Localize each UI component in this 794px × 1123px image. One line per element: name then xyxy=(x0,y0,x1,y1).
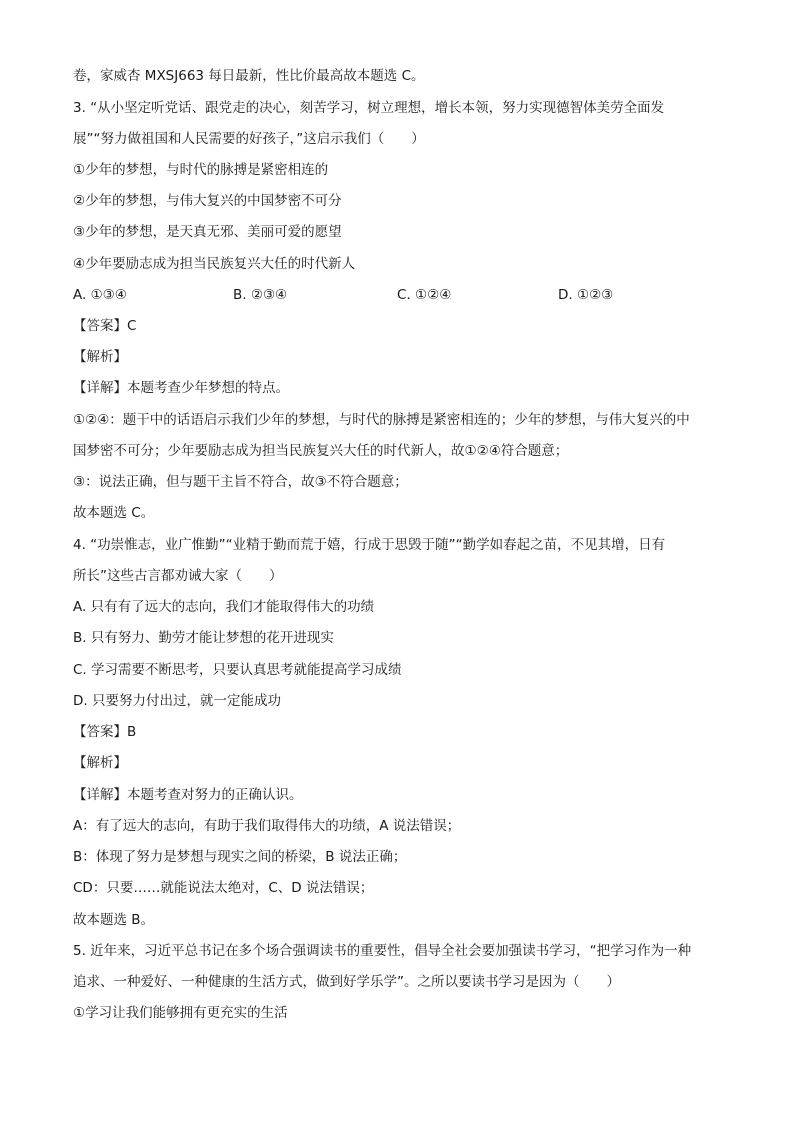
option-d: D. ①②③ xyxy=(558,287,614,303)
option-d: D. 只要努力付出过，就一定能成功 xyxy=(73,693,281,709)
option-b: B. ②③④ xyxy=(233,287,288,303)
question-4-stem: 4. “功崇惟志，业广惟勤”“业精于勤而荒于嬉，行成于思毁于随”“勤学如春起之苗，不见其增，日有 xyxy=(73,537,666,553)
detail-text: CD：只要……就能说法太绝对，C、D 说法错误； xyxy=(73,880,374,896)
detail-text: 【详解】本题考查对努力的正确认识。 xyxy=(73,787,303,803)
question-3-stem: 3. “从小坚定听党话、跟党走的决心，刻苦学习，树立理想，增长本领，努力实现德智体美劳全面发 xyxy=(73,100,665,116)
question-4-stem: 所长”这些古言都劝诫大家（ ） xyxy=(73,568,283,584)
option-c: C. ①②④ xyxy=(397,287,452,303)
answer-label: 【答案】B xyxy=(73,724,137,740)
option-b: B. 只有努力、勤劳才能让梦想的花开进现实 xyxy=(73,630,334,646)
answer-label: 【答案】C xyxy=(73,318,137,334)
option-c: C. 学习需要不断思考，只要认真思考就能提高学习成绩 xyxy=(73,662,402,678)
option-a: A. ①③④ xyxy=(73,287,127,303)
detail-text: B：体现了努力是梦想与现实之间的桥梁，B 说法正确； xyxy=(73,849,407,865)
conclusion-text: 故本题选 C。 xyxy=(73,505,155,521)
conclusion-text: 故本题选 B。 xyxy=(73,912,155,928)
question-5-stem: 追求、一种爱好、一种健康的生活方式，做到好学乐学”。之所以要读书学习是因为（ ） xyxy=(73,974,620,990)
analysis-label: 【解析】 xyxy=(73,349,127,365)
detail-text: ③：说法正确，但与题干主旨不符合，故③不符合题意； xyxy=(73,474,408,490)
detail-text: 国梦密不可分；少年要励志成为担当民族复兴大任的时代新人，故①②④符合题意； xyxy=(73,443,569,459)
statement-2: ②少年的梦想，与伟大复兴的中国梦密不可分 xyxy=(73,193,342,209)
statement-3: ③少年的梦想，是天真无邪、美丽可爱的愿望 xyxy=(73,224,342,240)
analysis-label: 【解析】 xyxy=(73,755,127,771)
question-5-stem: 5. 近年来，习近平总书记在多个场合强调读书的重要性，倡导全社会要加强读书学习，“把学习作为一种 xyxy=(73,943,692,959)
statement-1: ①少年的梦想，与时代的脉搏是紧密相连的 xyxy=(73,162,329,178)
option-a: A. 只有有了远大的志向，我们才能取得伟大的功绩 xyxy=(73,599,375,615)
text-line: 卷，家威杏 MXSJ663 每日最新，性比价最高故本题选 C。 xyxy=(73,68,425,84)
detail-text: ①②④：题干中的话语启示我们少年的梦想，与时代的脉搏是紧密相连的；少年的梦想，与伟大复兴的中 xyxy=(73,412,690,428)
statement-1: ①学习让我们能够拥有更充实的生活 xyxy=(73,1005,288,1021)
detail-text: 【详解】本题考查少年梦想的特点。 xyxy=(73,380,289,396)
question-3-stem: 展”“努力做祖国和人民需要的好孩子，”这启示我们（ ） xyxy=(73,131,425,147)
detail-text: A：有了远大的志向，有助于我们取得伟大的功绩，A 说法错误； xyxy=(73,818,461,834)
statement-4: ④少年要励志成为担当民族复兴大任的时代新人 xyxy=(73,256,356,272)
